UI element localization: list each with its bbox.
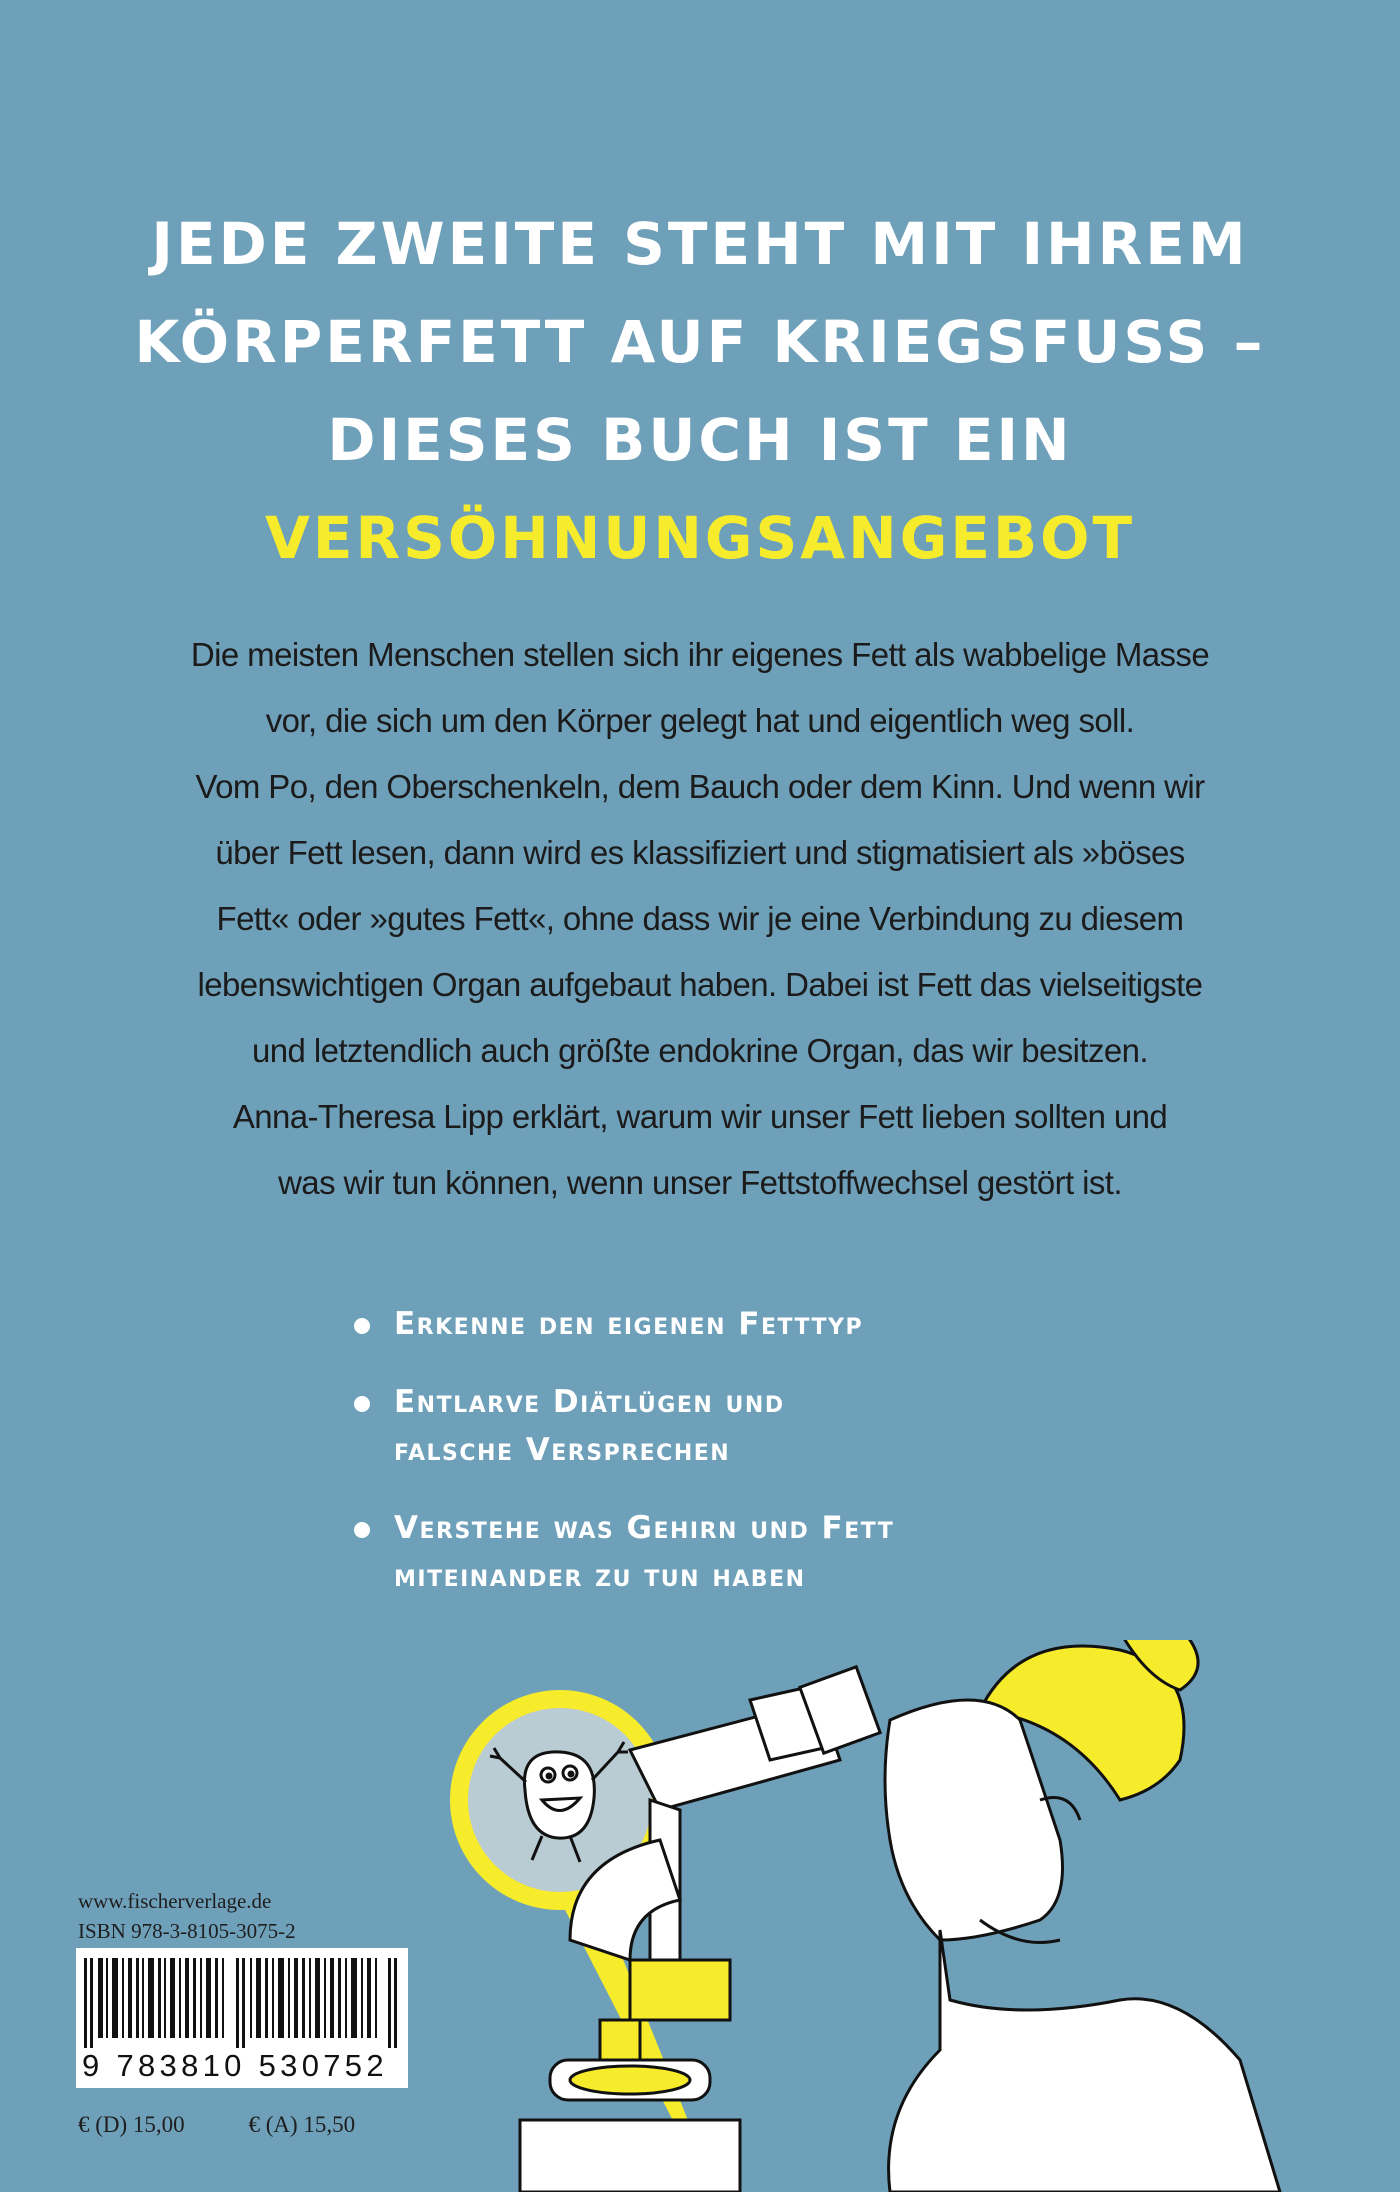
headline-accent: VERSÖHNUNGSANGEBOT xyxy=(264,504,1136,572)
blurb-line: was wir tun können, wenn unser Fettstoffwechsel gestört ist. xyxy=(278,1164,1122,1201)
blurb-line: Anna-Theresa Lipp erklärt, warum wir unser Fett lieben sollten und xyxy=(232,1098,1168,1135)
price-at: € (A) 15,50 xyxy=(248,2112,356,2137)
blurb-line: über Fett lesen, dann wird es klassifiziert und stigmatisiert als »böses xyxy=(215,834,1185,871)
bullet-line: Erkenne den eigenen Fetttyp xyxy=(394,1306,864,1342)
isbn: ISBN 978-3-8105-3075-2 xyxy=(78,1919,296,1943)
bullet-line: falsche Versprechen xyxy=(394,1432,731,1468)
blurb-line: vor, die sich um den Körper gelegt hat und eigentlich weg soll. xyxy=(265,702,1135,739)
barcode xyxy=(76,1948,408,2088)
barcode-bars xyxy=(84,1958,400,2048)
blurb-line: Fett« oder »gutes Fett«, ohne dass wir je eine Verbindung zu diesem xyxy=(216,900,1184,937)
microscope-illustration xyxy=(420,1640,1400,2192)
blurb-text xyxy=(140,622,1260,1216)
publisher-info xyxy=(78,1886,296,1946)
publisher-url: www.fischerverlage.de xyxy=(78,1889,272,1913)
headline xyxy=(0,195,1400,587)
blurb-line: und letztendlich auch größte endokrine Organ, das wir besitzen. xyxy=(252,1032,1148,1069)
headline-line: DIESES BUCH IST EIN xyxy=(327,406,1073,474)
bullet-line: Entlarve Diätlügen und xyxy=(394,1384,785,1420)
bullet-item xyxy=(350,1300,1170,1348)
prices xyxy=(78,2112,355,2138)
bullet-item xyxy=(350,1378,1170,1474)
bullet-item xyxy=(350,1504,1170,1600)
bullet-line: Verstehe was Gehirn und Fett xyxy=(394,1510,895,1546)
bullet-dot-icon xyxy=(354,1522,370,1538)
blurb-line: lebenswichtigen Organ aufgebaut haben. Dabei ist Fett das vielseitigste xyxy=(197,966,1203,1003)
headline-line: JEDE ZWEITE STEHT MIT IHREM xyxy=(151,210,1249,278)
headline-line: KÖRPERFETT AUF KRIEGSFUSS – xyxy=(134,308,1266,376)
barcode-digits: 9 783810 530752 xyxy=(82,2048,388,2083)
bullet-list xyxy=(350,1300,1170,1630)
blurb-line: Vom Po, den Oberschenkeln, dem Bauch oder dem Kinn. Und wenn wir xyxy=(195,768,1205,805)
bullet-dot-icon xyxy=(354,1396,370,1412)
blurb-line: Die meisten Menschen stellen sich ihr eigenes Fett als wabbelige Masse xyxy=(190,636,1210,673)
price-de: € (D) 15,00 xyxy=(78,2112,185,2137)
bullet-line: miteinander zu tun haben xyxy=(394,1558,806,1594)
scientist-woman xyxy=(885,1640,1280,2192)
bullet-dot-icon xyxy=(354,1318,370,1334)
